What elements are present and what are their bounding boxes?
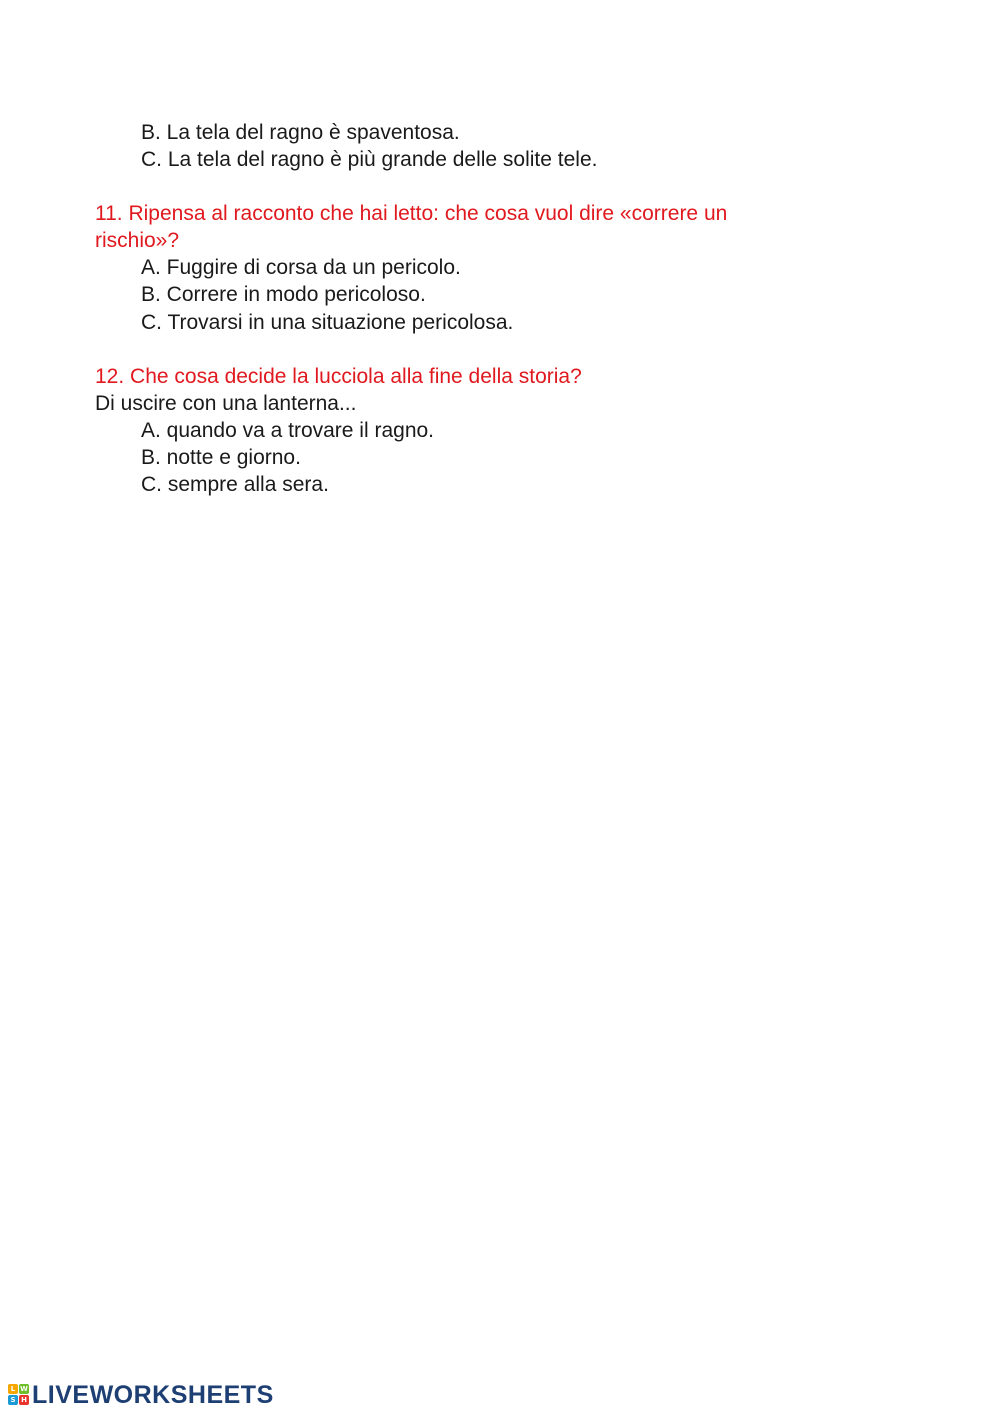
option-10-c: C. La tela del ragno è più grande delle solite tele. — [141, 148, 598, 171]
question-11-line-2: rischio»? — [95, 229, 180, 252]
liveworksheets-logo-icon — [8, 1384, 30, 1406]
option-12-a: A. quando va a trovare il ragno. — [141, 419, 435, 442]
option-12-b: B. notte e giorno. — [141, 446, 301, 469]
liveworksheets-logo[interactable] — [8, 1380, 274, 1410]
liveworksheets-brand-text: LIVEWORKSHEETS — [32, 1380, 274, 1409]
logo-letter-s: S — [8, 1395, 18, 1405]
option-10-b: B. La tela del ragno è spaventosa. — [141, 121, 460, 144]
question-12-prompt: Di uscire con una lanterna... — [95, 392, 357, 415]
question-11-line-1: 11. Ripensa al racconto che hai letto: che cosa vuol dire «correre un — [95, 202, 728, 225]
question-12: 12. Che cosa decide la lucciola alla fine della storia? — [95, 365, 582, 388]
option-11-b: B. Correre in modo pericoloso. — [141, 283, 426, 306]
option-11-c: C. Trovarsi in una situazione pericolosa. — [141, 311, 514, 334]
option-11-a: A. Fuggire di corsa da un pericolo. — [141, 256, 461, 279]
logo-letter-h: H — [19, 1395, 29, 1405]
logo-letter-w: W — [20, 1385, 28, 1393]
option-12-c: C. sempre alla sera. — [141, 473, 329, 496]
logo-letter-l: L — [8, 1384, 18, 1394]
